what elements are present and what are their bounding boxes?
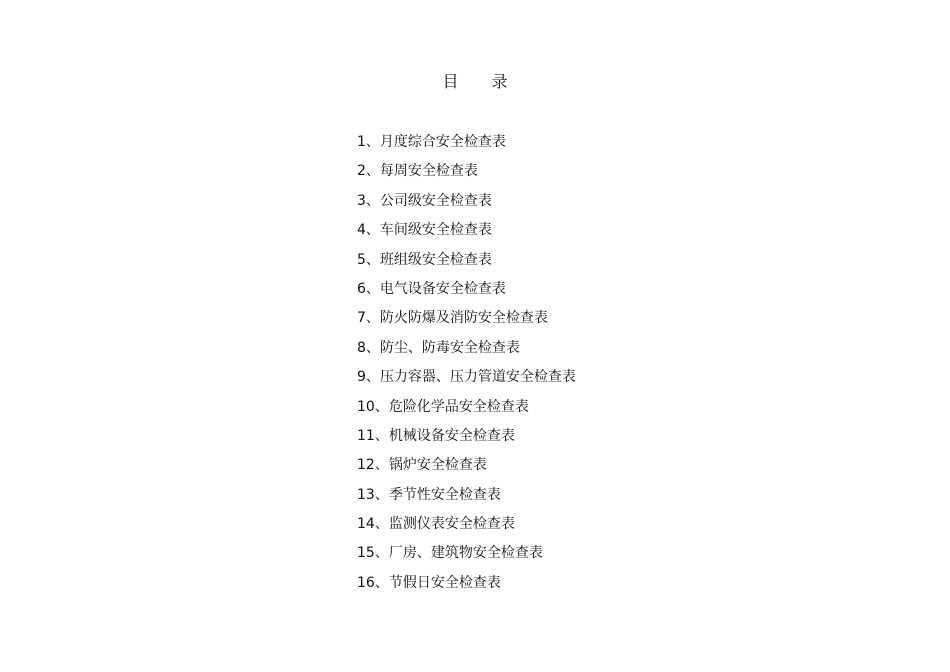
title-char-1: 目 [442, 72, 459, 91]
toc-item-6: 6、电气设备安全检查表 [357, 280, 506, 297]
toc-item-13: 13、季节性安全检查表 [357, 486, 501, 503]
toc-item-9: 9、压力容器、压力管道安全检查表 [357, 369, 576, 386]
table-of-contents [357, 132, 576, 602]
toc-item-15: 15、厂房、建筑物安全检查表 [357, 545, 543, 562]
toc-item-16: 16、节假日安全检查表 [357, 574, 501, 591]
toc-item-12: 12、锅炉安全检查表 [357, 457, 487, 474]
toc-item-4: 4、车间级安全检查表 [357, 222, 492, 239]
title-char-2: 录 [491, 72, 508, 91]
toc-item-14: 14、监测仪表安全检查表 [357, 516, 515, 533]
toc-item-7: 7、防火防爆及消防安全检查表 [357, 310, 548, 327]
toc-item-11: 11、机械设备安全检查表 [357, 427, 515, 444]
page-title [0, 71, 950, 93]
toc-item-2: 2、每周安全检查表 [357, 163, 478, 180]
toc-item-8: 8、防尘、防毒安全检查表 [357, 339, 520, 356]
toc-item-10: 10、危险化学品安全检查表 [357, 398, 529, 415]
toc-item-1: 1、月度综合安全检查表 [357, 134, 506, 150]
toc-item-3: 3、公司级安全检查表 [357, 192, 492, 209]
toc-item-5: 5、班组级安全检查表 [357, 251, 492, 268]
